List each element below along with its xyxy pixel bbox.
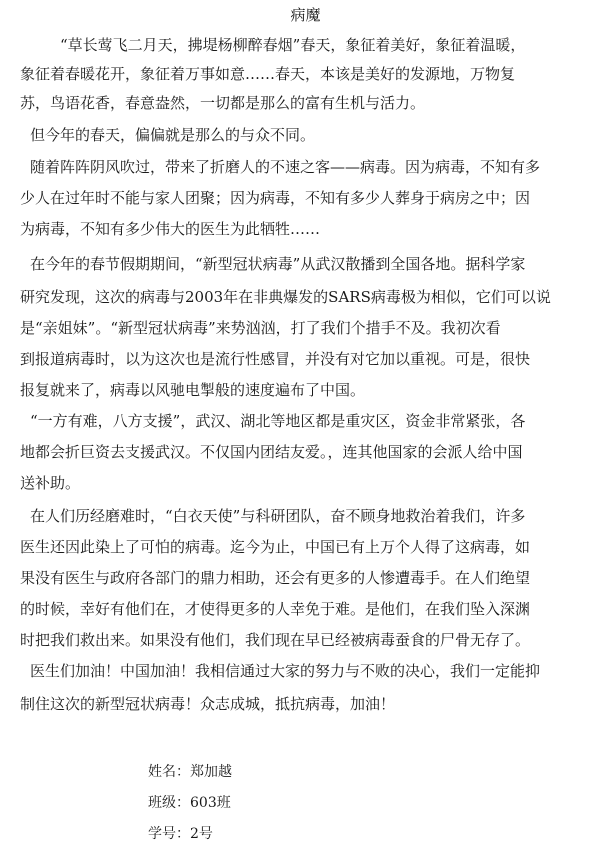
text-line: 象征着春暖花开，象征着万事如意……春天，本该是美好的发源地，万物复 [20, 65, 516, 83]
text-line: 地都会折巨资去支援武汉。不仅国内团结友爱。，连其他国家的会派人给中国 [20, 443, 523, 461]
text-line: 送补助。 [20, 474, 81, 492]
text-line: 少人在过年时不能与家人团聚；因为病毒，不知有多少人葬身于病房之中；因 [20, 189, 531, 207]
text-line: 在人们历经磨难时，“白衣天使”与科研团队，奋不顾身地救治着我们，许多 [30, 507, 526, 525]
text-line: 研究发现，这次的病毒与2003年在非典爆发的SARS病毒极为相似，它们可以说 [20, 288, 551, 306]
text-line: 到报道病毒时，以为这次也是流行性感冒，并没有对它加以重视。可是，很快 [20, 350, 531, 368]
text-line: 的时候，幸好有他们在，才使得更多的人幸免于难。是他们，在我们坠入深渊 [20, 600, 531, 618]
author-name: 姓名：郑加越 [148, 764, 232, 780]
author-number: 学号：2号 [148, 826, 213, 842]
document-title: 病魔 [290, 6, 321, 24]
text-line: 为病毒，不知有多少伟大的医生为此牺牲…… [20, 220, 321, 238]
text-line: 果没有医生与政府各部门的鼎力相助，还会有更多的人惨遭毒手。在人们绝望 [20, 569, 531, 587]
text-line: 是“亲姐妹”。“新型冠状病毒”来势汹汹，打了我们个措手不及。我初次看 [20, 319, 501, 337]
text-line: 时把我们救出来。如果没有他们，我们现在早已经被病毒蚕食的尸骨无存了。 [20, 631, 531, 649]
text-line: 随着阵阵阴风吹过，带来了折磨人的不速之客——病毒。因为病毒，不知有多 [30, 158, 541, 176]
text-line: 医生们加油！中国加油！我相信通过大家的努力与不败的决心，我们一定能抑 [30, 662, 541, 680]
text-line: 但今年的春天，偏偏就是那么的与众不同。 [30, 126, 316, 144]
text-line: 医生还因此染上了可怕的病毒。迄今为止，中国已有上万个人得了这病毒，如 [20, 538, 531, 556]
text-line: “草长莺飞二月天，拂堤杨柳醉春烟”春天，象征着美好，象征着温暖， [60, 36, 526, 54]
author-class: 班级：603班 [148, 795, 231, 811]
text-line: 苏，鸟语花香，春意盎然，一切都是那么的富有生机与活力。 [20, 94, 426, 112]
text-line: 在今年的春节假期期间，“新型冠状病毒”从武汉散播到全国各地。据科学家 [30, 255, 526, 273]
text-line: 制住这次的新型冠状病毒！众志成城，抵抗病毒，加油！ [20, 695, 396, 713]
text-line: “一方有难，八方支援”，武汉、湖北等地区都是重灾区，资金非常紧张，各 [30, 412, 526, 430]
text-line: 报复就来了，病毒以风驰电掣般的速度遍布了中国。 [20, 381, 366, 399]
